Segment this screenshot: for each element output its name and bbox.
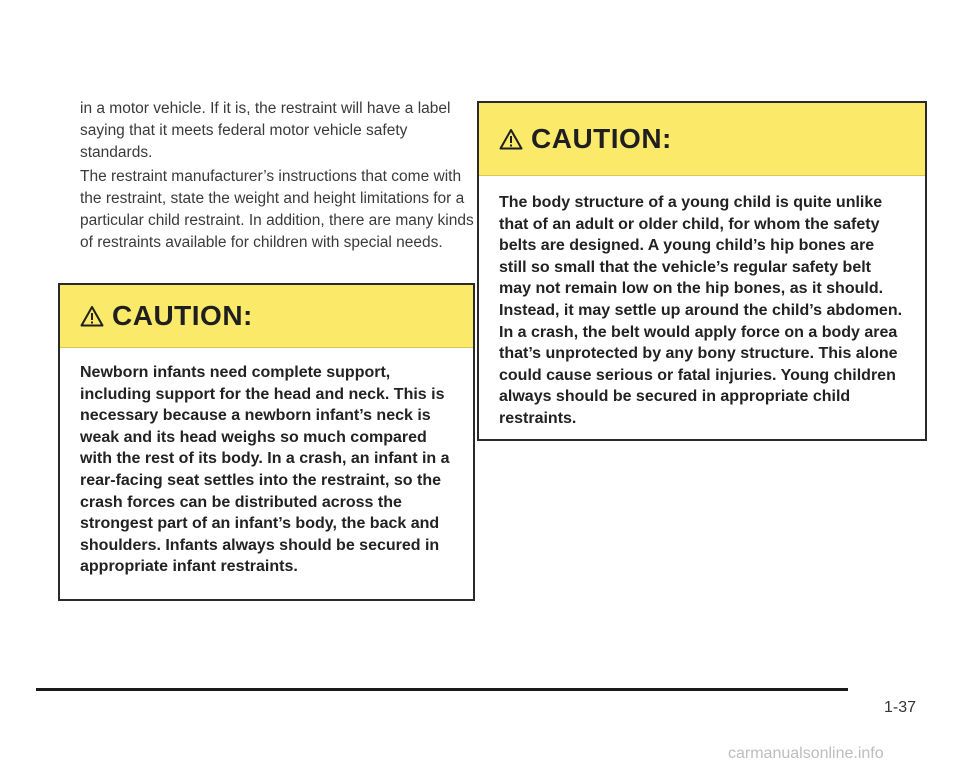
- caution-title: CAUTION:: [112, 300, 253, 331]
- caution-body-text: Newborn infants need complete support, including support for the head and neck. This is necessary because a newborn infant’s neck is weak and its head weighs so much compared with the rest of its body. In a crash, an infant in a rear-facing seat settles into the restraint, so the crash forces can be distributed across the strongest part of an infant’s body, the back and shoulders. Infants always should be secured in appropriate infant restraints.: [80, 364, 450, 576]
- caution-title: CAUTION:: [531, 123, 672, 154]
- caution-body-text: The body structure of a young child is quite unlike that of an adult or older child, for whom the safety belts are designed. A young child’s hip bones are still so small that the vehicle’s regular safety belt may not remain low on the hip bones, as it should. Instead, it may settle up around the child’s abdomen. In a crash, the belt would apply force on a body area that’s unprotected by any bony structure. This alone could cause serious or fatal injuries. Young children always should be secured in appropriate child restraints.: [499, 194, 903, 427]
- caution-box-young-child: [477, 101, 927, 441]
- watermark: carmanualsonline.info: [728, 745, 884, 762]
- body-paragraph-1: in a motor vehicle. If it is, the restraint will have a label saying that it meets federal motor vehicle safety standards.: [80, 100, 451, 161]
- warning-triangle-icon: [499, 128, 523, 150]
- caution-header: [60, 285, 473, 348]
- warning-triangle-icon: [80, 305, 104, 327]
- footer-rule: [36, 688, 848, 691]
- caution-box-newborn: [58, 283, 475, 601]
- page-number: 1-37: [884, 699, 917, 716]
- caution-header: [479, 103, 925, 176]
- body-paragraph-2: The restraint manufacturer’s instructions that come with the restraint, state the weight and height limitations for a particular child restraint. In addition, there are many kinds of restraints available for children with special needs.: [80, 168, 474, 251]
